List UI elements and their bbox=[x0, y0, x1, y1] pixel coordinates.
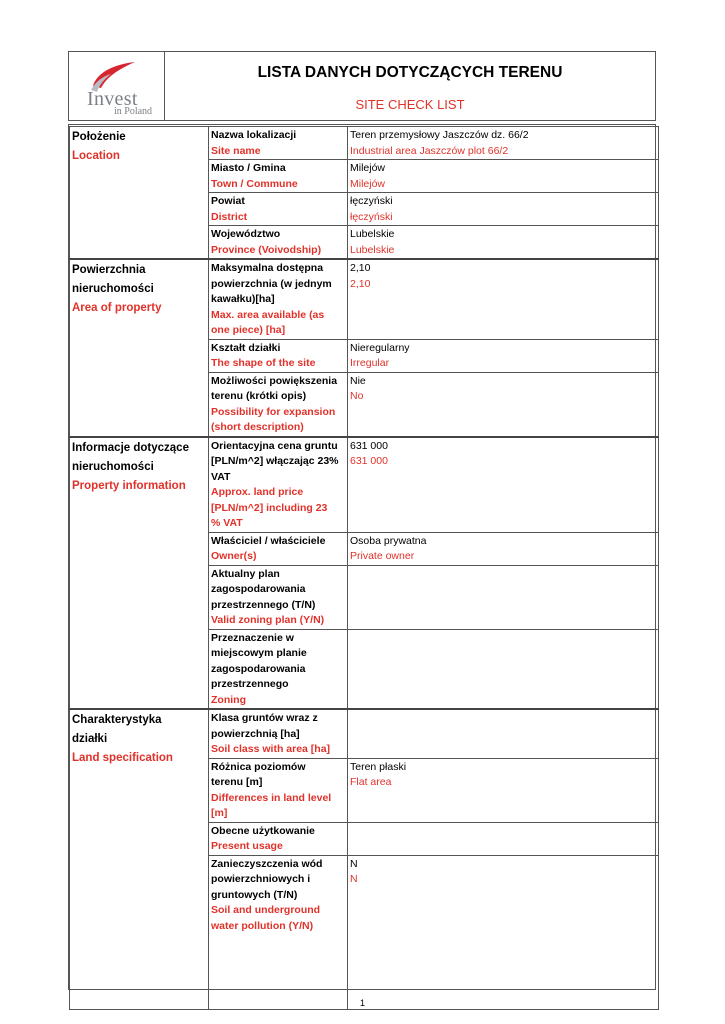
label-en: Town / Commune bbox=[211, 177, 298, 190]
value-pl: Teren przemysłowy Jaszczów dz. 66/2 bbox=[350, 129, 529, 141]
label-en: Max. area available (as bbox=[211, 308, 325, 321]
value-pl: N bbox=[350, 857, 358, 870]
label-pl: Przeznaczenie w bbox=[211, 631, 294, 644]
field-value bbox=[348, 259, 659, 339]
label-pl: gruntowych (T/N) bbox=[211, 888, 298, 901]
label-pl: terenu [m] bbox=[211, 776, 263, 788]
table-row bbox=[70, 127, 659, 160]
section-title-en: Area of property bbox=[72, 302, 162, 314]
section-area bbox=[70, 259, 209, 437]
label-pl: przestrzennego (T/N) bbox=[211, 598, 316, 611]
field-label bbox=[209, 259, 348, 339]
value-en: Flat area bbox=[350, 776, 392, 788]
value-en: Private owner bbox=[350, 550, 415, 562]
label-en: Valid zoning plan (Y/N) bbox=[211, 614, 325, 626]
invest-in-poland-logo bbox=[69, 52, 165, 120]
label-pl: Aktualny plan bbox=[211, 567, 280, 580]
label-pl: Obecne użytkowanie bbox=[211, 824, 315, 837]
field-label bbox=[209, 193, 348, 226]
field-value bbox=[348, 758, 659, 822]
value-pl: Nieregularny bbox=[350, 341, 410, 354]
label-pl: Orientacyjna cena gruntu bbox=[211, 439, 338, 452]
section-title-pl: Informacje dotyczące bbox=[72, 441, 189, 454]
value-pl: 631 000 bbox=[350, 439, 388, 452]
site-check-table bbox=[69, 126, 659, 1010]
field-value bbox=[348, 437, 659, 533]
label-en: The shape of the site bbox=[211, 357, 316, 369]
value-en: N bbox=[350, 873, 358, 885]
value-en: 2,10 bbox=[350, 277, 371, 290]
label-en: District bbox=[211, 210, 248, 223]
label-pl: Właściciel / właściciele bbox=[211, 534, 326, 547]
field-value bbox=[348, 822, 659, 855]
label-en: [m] bbox=[211, 807, 228, 819]
label-en: Zoning bbox=[211, 693, 246, 706]
table-row bbox=[70, 259, 659, 339]
field-value bbox=[348, 193, 659, 226]
label-pl: Województwo bbox=[211, 228, 281, 240]
value-pl: Teren płaski bbox=[350, 760, 407, 773]
label-en: Soil class with area [ha] bbox=[211, 743, 331, 755]
field-value bbox=[348, 226, 659, 260]
label-pl: Maksymalna dostępna bbox=[211, 262, 324, 274]
label-pl: zagospodarowania bbox=[211, 662, 306, 675]
section-title-pl: nieruchomości bbox=[72, 460, 154, 473]
field-value bbox=[348, 339, 659, 372]
label-pl: [PLN/m^2] włączając 23% bbox=[211, 455, 339, 467]
value-pl: łęczyński bbox=[350, 195, 393, 207]
field-value bbox=[348, 855, 659, 1009]
table-row bbox=[70, 709, 659, 758]
label-en: Present usage bbox=[211, 840, 283, 852]
section-title-en: Location bbox=[72, 150, 120, 162]
value-en: Irregular bbox=[350, 357, 390, 369]
field-value bbox=[348, 709, 659, 758]
label-en: [PLN/m^2] including 23 bbox=[211, 501, 328, 514]
field-label bbox=[209, 758, 348, 822]
value-pl: 2,10 bbox=[350, 262, 371, 274]
field-value bbox=[348, 565, 659, 629]
field-label bbox=[209, 127, 348, 160]
section-title-en: Property information bbox=[72, 479, 186, 492]
value-pl: Milejów bbox=[350, 162, 386, 174]
document-header bbox=[68, 51, 656, 121]
field-value bbox=[348, 372, 659, 437]
section-title-pl: Położenie bbox=[72, 131, 126, 143]
field-label bbox=[209, 532, 348, 565]
section-title-pl: działki bbox=[72, 733, 108, 745]
section-location bbox=[70, 127, 209, 260]
label-pl: terenu (krótki opis) bbox=[211, 390, 307, 402]
value-en: Industrial area Jaszczów plot 66/2 bbox=[350, 144, 509, 157]
field-label bbox=[209, 226, 348, 260]
label-en: (short description) bbox=[211, 421, 304, 433]
label-pl: przestrzennego bbox=[211, 678, 289, 690]
field-label bbox=[209, 339, 348, 372]
title-box bbox=[165, 52, 655, 120]
table-row bbox=[70, 437, 659, 533]
section-title-pl: nieruchomości bbox=[72, 283, 154, 295]
label-en: Differences in land level bbox=[211, 791, 332, 804]
label-pl: powierzchnią [ha] bbox=[211, 727, 300, 740]
field-label bbox=[209, 822, 348, 855]
label-pl: powierzchniowych i bbox=[211, 873, 311, 885]
logo-text-main: Invest bbox=[87, 88, 138, 110]
label-pl: Nazwa lokalizacji bbox=[211, 129, 297, 141]
value-en: Lubelskie bbox=[350, 243, 395, 256]
label-pl: powierzchnia (w jednym bbox=[211, 277, 332, 290]
section-title-pl: Powierzchnia bbox=[72, 264, 146, 276]
field-label bbox=[209, 565, 348, 629]
value-en: łęczyński bbox=[350, 210, 393, 223]
field-label bbox=[209, 372, 348, 437]
label-pl: Klasa gruntów wraz z bbox=[211, 712, 318, 724]
page-subtitle: SITE CHECK LIST bbox=[355, 97, 465, 112]
value-pl: Osoba prywatna bbox=[350, 534, 427, 547]
label-en: Soil and underground bbox=[211, 904, 321, 916]
label-en: Possibility for expansion bbox=[211, 405, 336, 418]
section-land-specification bbox=[70, 709, 209, 1009]
label-pl: Powiat bbox=[211, 195, 245, 207]
section-title-en: Land specification bbox=[72, 752, 173, 764]
value-pl: Lubelskie bbox=[350, 228, 395, 240]
label-pl: Różnica poziomów bbox=[211, 760, 306, 773]
field-label bbox=[209, 855, 348, 1009]
site-check-table-frame bbox=[68, 124, 656, 990]
label-en: Site name bbox=[211, 144, 261, 157]
value-en: 631 000 bbox=[350, 455, 388, 467]
label-en: Approx. land price bbox=[211, 486, 304, 498]
label-en: water pollution (Y/N) bbox=[211, 919, 314, 932]
label-en: Province (Voivodship) bbox=[211, 243, 322, 256]
label-en: % VAT bbox=[211, 517, 243, 529]
page-title: LISTA DANYCH DOTYCZĄCYCH TERENU bbox=[257, 64, 563, 81]
section-title-pl: Charakterystyka bbox=[72, 714, 162, 726]
page-number: 1 bbox=[359, 998, 365, 1008]
value-en: Milejów bbox=[350, 177, 386, 190]
label-pl: Kształt działki bbox=[211, 341, 281, 354]
field-label bbox=[209, 629, 348, 709]
field-value bbox=[348, 160, 659, 193]
value-en: No bbox=[350, 390, 364, 402]
logo-text-sub: in Poland bbox=[114, 106, 153, 117]
label-pl: Zanieczyszczenia wód bbox=[211, 857, 323, 870]
label-en: Owner(s) bbox=[211, 550, 257, 562]
field-label bbox=[209, 709, 348, 758]
section-property-information bbox=[70, 437, 209, 710]
field-value bbox=[348, 629, 659, 709]
field-label bbox=[209, 160, 348, 193]
label-pl: zagospodarowania bbox=[211, 583, 306, 595]
field-value bbox=[348, 532, 659, 565]
label-pl: miejscowym planie bbox=[211, 647, 307, 659]
label-pl: kawałku)[ha] bbox=[211, 293, 275, 305]
value-pl: Nie bbox=[350, 374, 366, 387]
label-pl: VAT bbox=[211, 470, 231, 483]
field-label bbox=[209, 437, 348, 533]
label-pl: Miasto / Gmina bbox=[211, 162, 286, 174]
field-value bbox=[348, 127, 659, 160]
label-pl: Możliwości powiększenia bbox=[211, 374, 338, 387]
label-en: one piece) [ha] bbox=[211, 324, 286, 336]
